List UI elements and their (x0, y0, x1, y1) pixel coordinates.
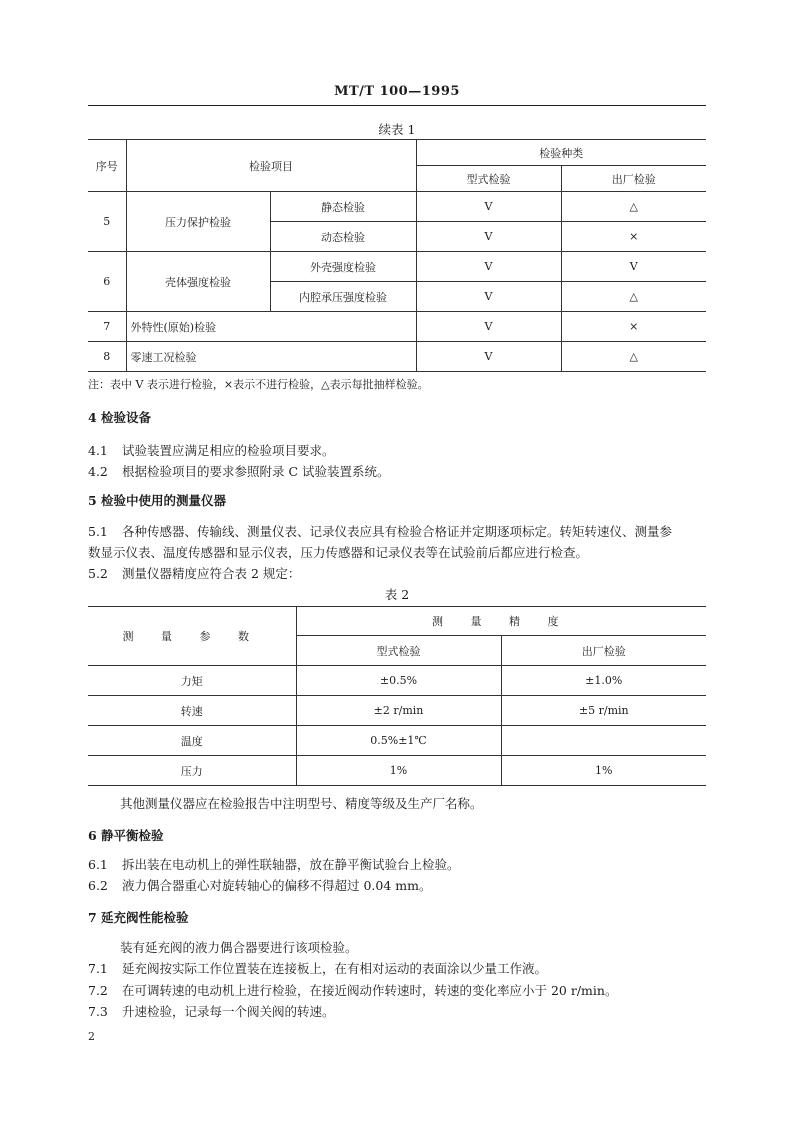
row-type: V (416, 192, 561, 222)
row-type: 1% (296, 756, 501, 786)
row-type: V (416, 342, 561, 372)
table1-note: 注：表中 V 表示进行检验，×表示不进行检验，△表示每批抽样检验。 (88, 378, 429, 391)
precision-table (88, 606, 706, 786)
table-row (88, 696, 706, 726)
header-rule (88, 105, 706, 106)
row-factory (501, 726, 706, 756)
row-type: V (416, 282, 561, 312)
row-type: V (416, 252, 561, 282)
row-sub: 外壳强度检验 (270, 252, 416, 282)
header-param: 测 量 参 数 (88, 607, 296, 666)
item-number: 5.2 (88, 566, 108, 581)
row-sub: 静态检验 (270, 192, 416, 222)
row-param: 力矩 (88, 666, 296, 696)
header-seq: 序号 (88, 140, 126, 192)
row-param: 转速 (88, 696, 296, 726)
item-text: 拆出装在电动机上的弹性联轴器，放在静平衡试验台上检验。 (122, 857, 460, 872)
table-row (88, 756, 706, 786)
header-factory-test: 出厂检验 (561, 166, 706, 192)
row-factory: △ (561, 282, 706, 312)
item-number: 7.1 (88, 961, 108, 976)
header-type-test: 型式检验 (416, 166, 561, 192)
table-row (88, 726, 706, 756)
item-number: 6.1 (88, 857, 108, 872)
row-seq: 5 (88, 192, 126, 252)
row-group: 压力保护检验 (126, 192, 270, 252)
item-6-1 (88, 854, 708, 875)
item-text: 根据检验项目的要求参照附录 C 试验装置系统。 (122, 464, 390, 479)
item-7-2 (88, 980, 708, 1001)
table2-after-note: 其他测量仪器应在检验报告中注明型号、精度等级及生产厂名称。 (120, 796, 483, 811)
inspection-table (88, 139, 706, 372)
table-row (88, 312, 706, 342)
row-type: 0.5%±1℃ (296, 726, 501, 756)
section-4-title: 4 检验设备 (88, 410, 152, 425)
item-number: 5.1 (88, 524, 108, 539)
row-item: 零速工况检验 (126, 342, 416, 372)
row-sub: 内腔承压强度检验 (270, 282, 416, 312)
row-seq: 6 (88, 252, 126, 312)
section-7-title: 7 延充阀性能检验 (88, 910, 189, 925)
table2-caption: 表 2 (384, 587, 410, 602)
section-6-title: 6 静平衡检验 (88, 828, 164, 843)
row-factory: △ (561, 192, 706, 222)
header-precision: 测 量 精 度 (296, 607, 706, 636)
row-item: 外特性(原始)检验 (126, 312, 416, 342)
page-number: 2 (88, 1030, 95, 1043)
row-factory: V (561, 252, 706, 282)
row-sub: 动态检验 (270, 222, 416, 252)
header-item: 检验项目 (126, 140, 416, 192)
item-text: 试验装置应满足相应的检验项目要求。 (122, 443, 335, 458)
item-text: 各种传感器、传输线、测量仪表、记录仪表应具有检验合格证并定期逐项标定。转矩转速仪、测量参 (122, 524, 673, 539)
section-7-intro: 装有延充阀的液力偶合器要进行该项检验。 (120, 940, 358, 955)
item-text: 液力偶合器重心对旋转轴心的偏移不得超过 0.04 mm。 (122, 878, 432, 893)
item-6-2 (88, 875, 708, 896)
table-row (88, 342, 706, 372)
row-seq: 7 (88, 312, 126, 342)
row-param: 温度 (88, 726, 296, 756)
item-5-1 (88, 521, 708, 542)
item-number: 7.2 (88, 983, 108, 998)
row-group: 壳体强度检验 (126, 252, 270, 312)
row-seq: 8 (88, 342, 126, 372)
row-factory: 1% (501, 756, 706, 786)
item-5-1-cont: 数显示仪表、温度传感器和显示仪表，压力传感器和记录仪表等在试验前后都应进行检查。 (88, 545, 589, 560)
header-factory-test: 出厂检验 (501, 636, 706, 666)
item-text: 延充阀按实际工作位置装在连接板上，在有相对运动的表面涂以少量工作液。 (122, 961, 548, 976)
row-factory: × (561, 222, 706, 252)
row-type: ±0.5% (296, 666, 501, 696)
row-type: ±2 r/min (296, 696, 501, 726)
table-row (88, 666, 706, 696)
item-7-1 (88, 958, 708, 979)
item-7-3 (88, 1001, 708, 1022)
item-number: 6.2 (88, 878, 108, 893)
table-row (88, 192, 706, 222)
table-row (88, 252, 706, 282)
row-factory: × (561, 312, 706, 342)
row-type: V (416, 222, 561, 252)
item-number: 4.1 (88, 443, 108, 458)
item-4-2 (88, 461, 708, 482)
header-kind: 检验种类 (416, 140, 706, 166)
item-text: 升速检验，记录每一个阀关阀的转速。 (122, 1004, 335, 1019)
item-text: 在可调转速的电动机上进行检验，在接近阀动作转速时，转速的变化率应小于 20 r/min。 (122, 983, 618, 998)
item-5-2 (88, 563, 708, 584)
item-4-1 (88, 440, 708, 461)
row-factory: ±1.0% (501, 666, 706, 696)
standard-number: MT/T 100—1995 (334, 84, 460, 99)
row-factory: ±5 r/min (501, 696, 706, 726)
table1-caption: 续表 1 (378, 122, 416, 137)
row-factory: △ (561, 342, 706, 372)
row-type: V (416, 312, 561, 342)
header-type-test: 型式检验 (296, 636, 501, 666)
item-number: 7.3 (88, 1004, 108, 1019)
section-5-title: 5 检验中使用的测量仪器 (88, 493, 227, 508)
item-text: 测量仪器精度应符合表 2 规定： (122, 566, 301, 581)
row-param: 压力 (88, 756, 296, 786)
item-number: 4.2 (88, 464, 108, 479)
